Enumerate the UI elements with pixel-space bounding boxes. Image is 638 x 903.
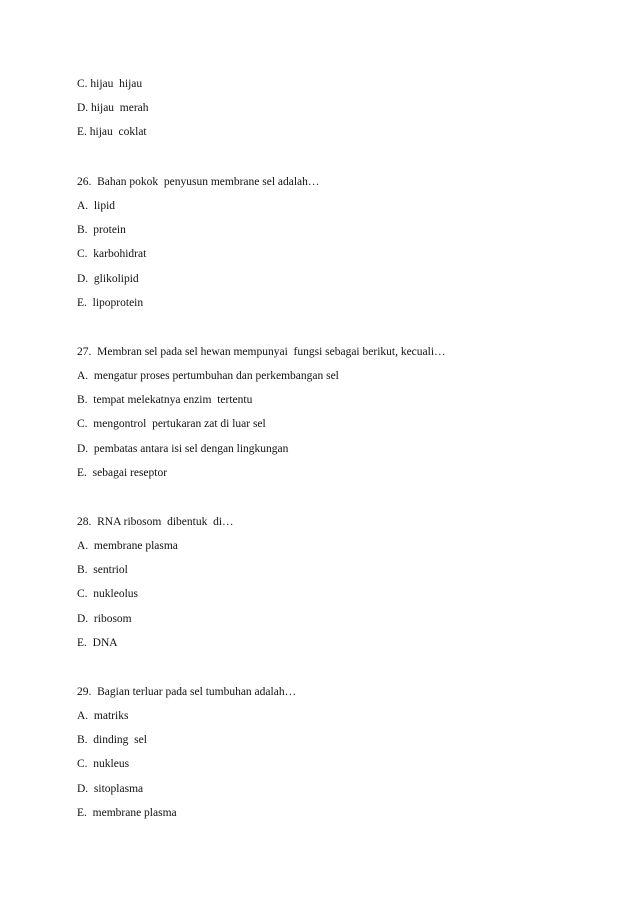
question-26-option-a: A. lipid <box>77 200 116 212</box>
question-27-option-b: B. tempat melekatnya enzim tertentu <box>77 394 253 406</box>
question-29-option-b: B. dinding sel <box>77 734 147 746</box>
question-27-option-d: D. pembatas antara isi sel dengan lingkungan <box>77 443 289 455</box>
question-26-stem: 26. Bahan pokok penyusun membrane sel adalah… <box>77 176 320 188</box>
question-26-option-b: B. protein <box>77 224 126 236</box>
question-28-option-b: B. sentriol <box>77 564 128 576</box>
option-prev-d: D. hijau merah <box>77 102 149 114</box>
question-26-option-e: E. lipoprotein <box>77 297 144 309</box>
question-28-option-d: D. ribosom <box>77 613 132 625</box>
question-29-option-d: D. sitoplasma <box>77 783 144 795</box>
question-28-option-e: E. DNA <box>77 637 118 649</box>
question-26-option-d: D. glikolipid <box>77 273 139 285</box>
question-28-stem: 28. RNA ribosom dibentuk di… <box>77 516 234 528</box>
question-27-option-e: E. sebagai reseptor <box>77 467 168 479</box>
question-27-option-a: A. mengatur proses pertumbuhan dan perkembangan sel <box>77 370 339 382</box>
question-29-stem: 29. Bagian terluar pada sel tumbuhan adalah… <box>77 686 297 698</box>
question-28-option-a: A. membrane plasma <box>77 540 178 552</box>
option-prev-e: E. hijau coklat <box>77 126 147 138</box>
question-29-option-a: A. matriks <box>77 710 129 722</box>
question-29-option-c: C. nukleus <box>77 758 130 770</box>
question-27-stem: 27. Membran sel pada sel hewan mempunyai fungsi sebagai berikut, kecuali… <box>77 346 446 358</box>
question-27-option-c: C. mengontrol pertukaran zat di luar sel <box>77 418 266 430</box>
question-29-option-e: E. membrane plasma <box>77 807 177 819</box>
question-26-option-c: C. karbohidrat <box>77 248 147 260</box>
option-prev-c: C. hijau hijau <box>77 78 143 90</box>
question-28-option-c: C. nukleolus <box>77 588 139 600</box>
